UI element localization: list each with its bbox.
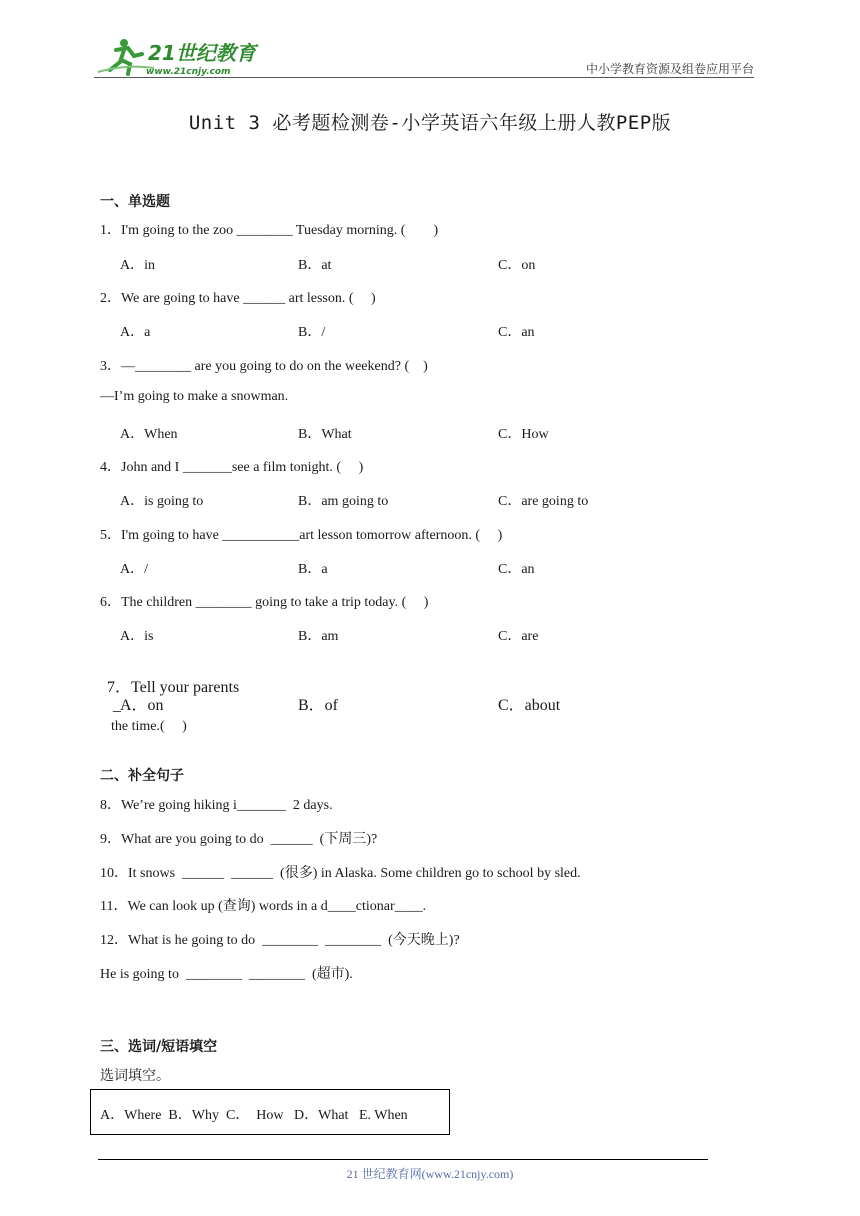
section-heading-word-fill: 三、选词/短语填空 — [100, 1039, 218, 1055]
question-8: 8．We’re going hiking i_______ 2 days. — [100, 798, 333, 813]
q1-option-b: B．at — [298, 258, 332, 273]
question-6: 6．The children ________ going to take a trip today. ( ) — [100, 595, 429, 610]
question-1: 1．I'm going to the zoo ________ Tuesday morning. ( ) — [100, 223, 439, 238]
question-7-blank: _ — [113, 697, 121, 714]
section-heading-single-choice: 一、单选题 — [100, 194, 170, 210]
q4-option-c: C．are going to — [498, 494, 589, 509]
site-logo — [94, 36, 264, 78]
q6-option-c: C．are — [498, 629, 539, 644]
question-3-answer-line: —I’m going to make a snowman. — [100, 389, 289, 404]
q5-option-b: B．a — [298, 562, 328, 577]
logo-url: www.21cnjy.com — [146, 67, 231, 77]
question-12: 12．What is he going to do ________ ________ (今天晚上)? — [100, 933, 460, 948]
q2-option-b: B．/ — [298, 325, 326, 340]
q3-option-a: A．When — [120, 427, 178, 442]
q5-option-a: A．/ — [120, 562, 148, 577]
question-12-answer-line: He is going to ________ ________ (超市). — [100, 967, 353, 982]
q1-option-a: A．in — [120, 258, 155, 273]
q4-option-a: A．is going to — [120, 494, 204, 509]
section-heading-complete-sentences: 二、补全句子 — [100, 768, 184, 784]
q7-option-a: A．on — [120, 697, 164, 714]
q6-option-a: A．is — [120, 629, 154, 644]
q3-option-b: B．What — [298, 427, 352, 442]
q7-option-b: B．of — [298, 697, 339, 714]
header-platform-text: 中小学教育资源及组卷应用平台 — [585, 62, 754, 76]
header-divider — [94, 77, 754, 78]
question-9: 9．What are you going to do ______ (下周三)? — [100, 832, 378, 847]
q7-option-c: C．about — [498, 697, 561, 714]
section3-instruction: 选词填空。 — [100, 1068, 170, 1084]
page-title: Unit 3 必考题检测卷-小学英语六年级上册人教PEP版 — [188, 112, 672, 134]
q3-option-c: C．How — [498, 427, 549, 442]
footer-divider — [98, 1159, 708, 1160]
q1-option-c: C．on — [498, 258, 536, 273]
footer-text: 21 世纪教育网(www.21cnjy.com) — [346, 1167, 514, 1181]
question-5: 5．I'm going to have ___________art lesson tomorrow afternoon. ( ) — [100, 528, 503, 543]
runner-logo-icon — [94, 36, 264, 78]
question-7-part-a: 7．Tell your parents — [107, 679, 240, 696]
logo-text: 21世纪教育 — [148, 41, 256, 65]
q2-option-c: C．an — [498, 325, 535, 340]
question-11: 11．We can look up (查询) words in a d____ctionar____. — [100, 899, 427, 914]
question-3: 3．—________ are you going to do on the weekend? ( ) — [100, 359, 428, 374]
question-4: 4．John and I _______see a film tonight. ( ) — [100, 460, 364, 475]
q4-option-b: B．am going to — [298, 494, 389, 509]
question-7-part-c: the time.( ) — [111, 719, 187, 734]
word-bank-text: A．Where B．Why C． How D．What E. When — [100, 1108, 408, 1123]
q6-option-b: B．am — [298, 629, 339, 644]
q5-option-c: C．an — [498, 562, 535, 577]
question-2: 2．We are going to have ______ art lesson. ( ) — [100, 291, 376, 306]
q2-option-a: A．a — [120, 325, 151, 340]
question-10: 10．It snows ______ ______ (很多) in Alaska. Some children go to school by sled. — [100, 866, 581, 881]
